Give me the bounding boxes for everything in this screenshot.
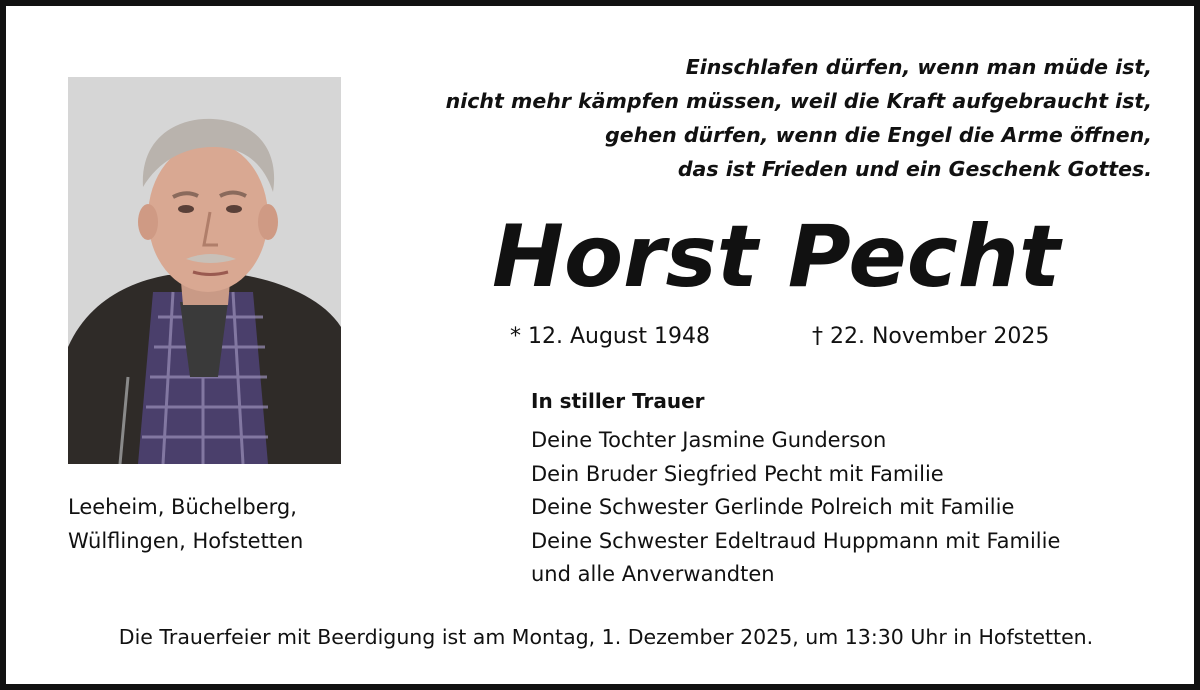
death-date: † 22. November 2025 [812,324,1050,349]
places-line: Leeheim, Büchelberg, [68,495,297,519]
poem-line: nicht mehr kämpfen müssen, weil die Kraft aufgebraucht ist, [445,89,1152,113]
mourner-line: Deine Schwester Edeltraud Huppmann mit Familie [531,528,1061,553]
mourner-line: Deine Schwester Gerlinde Polreich mit Familie [531,495,1015,519]
poem [392,50,1152,186]
deceased-name: Horst Pecht [492,207,1061,307]
poem-line: das ist Frieden und ein Geschenk Gottes. [677,157,1152,181]
poem-line: gehen dürfen, wenn die Engel die Arme öffnen, [605,123,1152,147]
portrait-photo [68,77,341,464]
places [68,490,303,558]
mourner-line: Dein Bruder Siegfried Pecht mit Familie [531,461,944,486]
mourner-line: und alle Anverwandten [531,562,775,586]
places-line: Wülflingen, Hofstetten [68,529,304,553]
poem-line: Einschlafen dürfen, wenn man müde ist, [685,55,1152,79]
funeral-notice: Die Trauerfeier mit Beerdigung ist am Montag, 1. Dezember 2025, um 13:30 Uhr in Hofstetten. [118,625,1094,649]
mourner-line: Deine Tochter Jasmine Gunderson [531,428,887,452]
mourners-list [531,424,1060,592]
mourners-heading: In stiller Trauer [531,389,705,413]
birth-date: * 12. August 1948 [510,324,710,349]
